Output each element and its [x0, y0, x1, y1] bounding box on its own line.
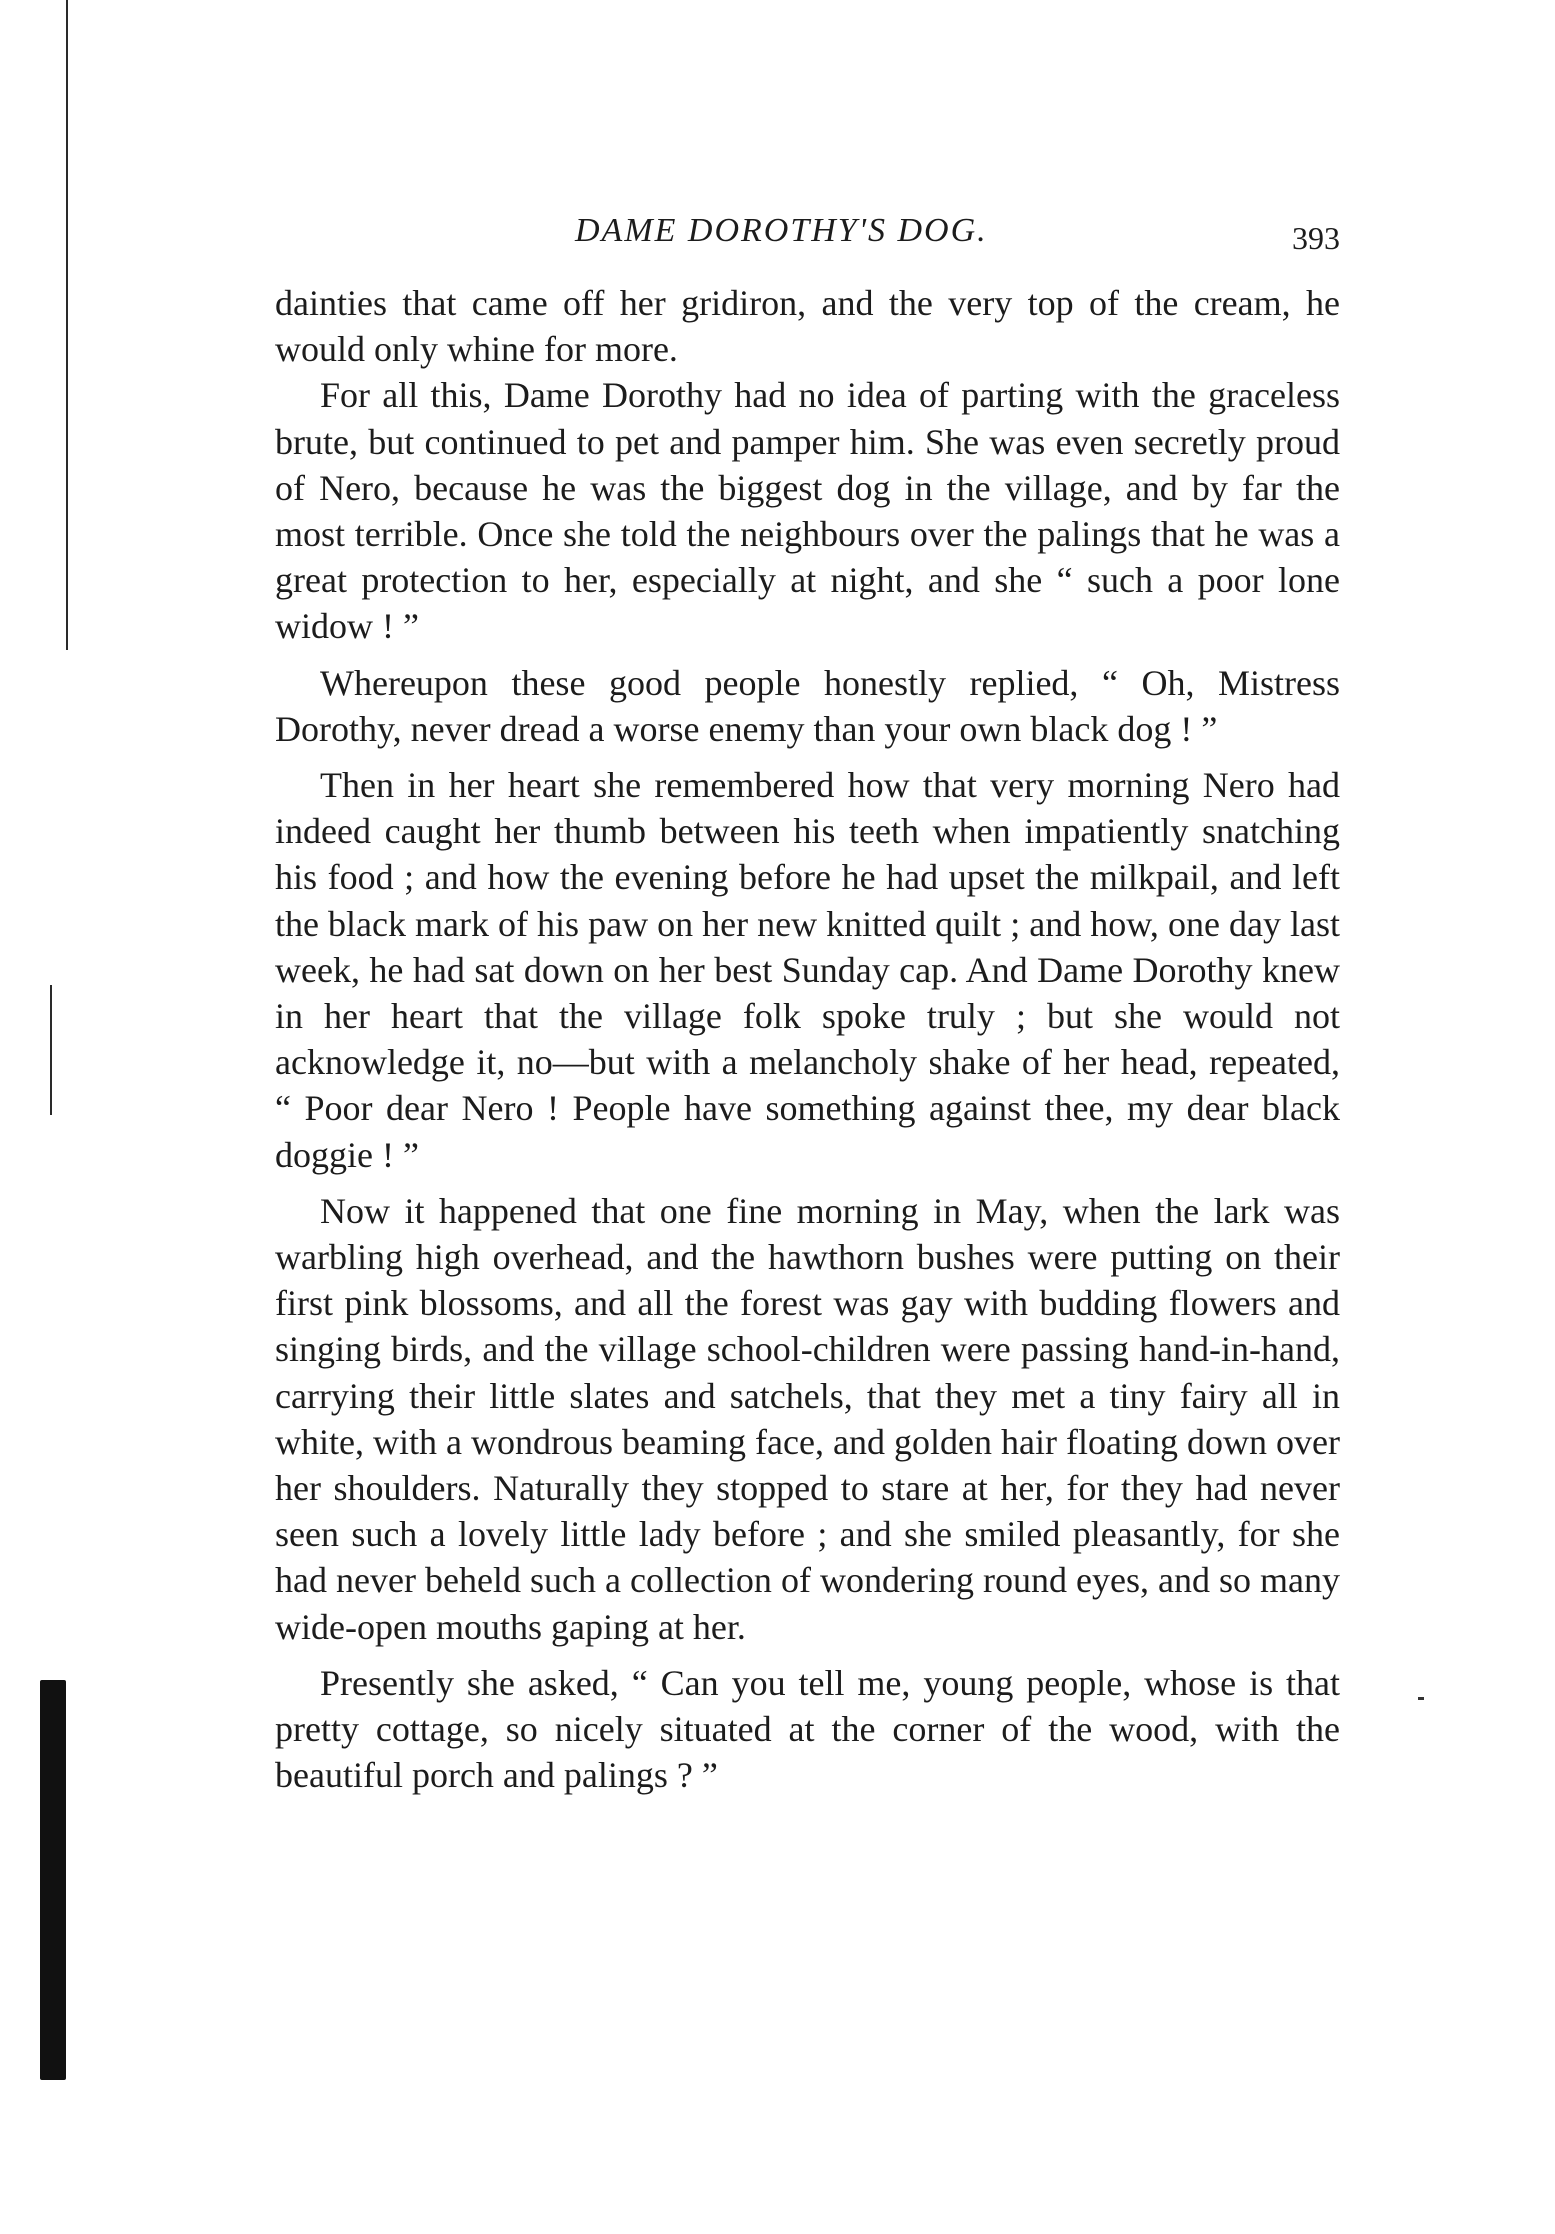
paragraph: Then in her heart she remembered how that very morning Nero had indeed caught her thumb between his teeth when impatiently snatching his food ; and how the evening before he had upset the milkpail, and left the black mark of his paw on her new knitted quilt ; and how, one day last week, he had sat down on her best Sunday cap. And Dame Dorothy knew in her heart that the village folk spoke truly ; but she would not acknowledge it, no—but with a melancholy shake of her head, repeated, “ Poor dear Nero ! People have something against thee, my dear black doggie ! ”: [275, 765, 1340, 1175]
paragraph: Whereupon these good people honestly replied, “ Oh, Mistress Dorothy, never dread a worse enemy than your own black dog ! ”: [275, 662, 1340, 749]
paragraph: For all this, Dame Dorothy had no idea of parting with the graceless brute, but continued to pet and pamper him. She was even secretly proud of Nero, because he was the biggest dog in the village, and by far the most terrible. Once she told the neighbours over the palings that he was a great protection to her, especially at night, and she “ such a poor lone widow ! ”: [275, 375, 1340, 647]
scan-speck: [1418, 1697, 1424, 1700]
body-text: [275, 280, 1340, 1799]
scan-edge-line: [50, 985, 52, 1115]
running-head: [275, 200, 1340, 260]
paragraph: dainties that came off her gridiron, and the very top of the cream, he would only whine for more.: [275, 283, 1340, 370]
page-number: 393: [1292, 220, 1340, 256]
running-title: DAME DOROTHY'S DOG.: [575, 212, 988, 249]
paragraph: Presently she asked, “ Can you tell me, young people, whose is that pretty cottage, so nicely situated at the corner of the wood, with the beautiful porch and palings ? ”: [275, 1662, 1340, 1796]
paragraph: Now it happened that one fine morning in May, when the lark was warbling high overhead, and the hawthorn bushes were putting on their first pink blossoms, and all the forest was gay with budding flowers and singing birds, and the village school-children were passing hand-in-hand, carrying their little slates and satchels, that they met a tiny fairy all in white, with a wondrous beaming face, and golden hair floating down over her shoulders. Naturally they stopped to stare at her, for they had never seen such a lovely little lady before ; and she smiled pleasantly, for she had never beheld such a collection of wondering round eyes, and so many wide-open mouths gaping at her.: [275, 1190, 1340, 1647]
scan-binding-shadow: [40, 1680, 66, 2080]
scan-edge-line: [66, 0, 68, 650]
